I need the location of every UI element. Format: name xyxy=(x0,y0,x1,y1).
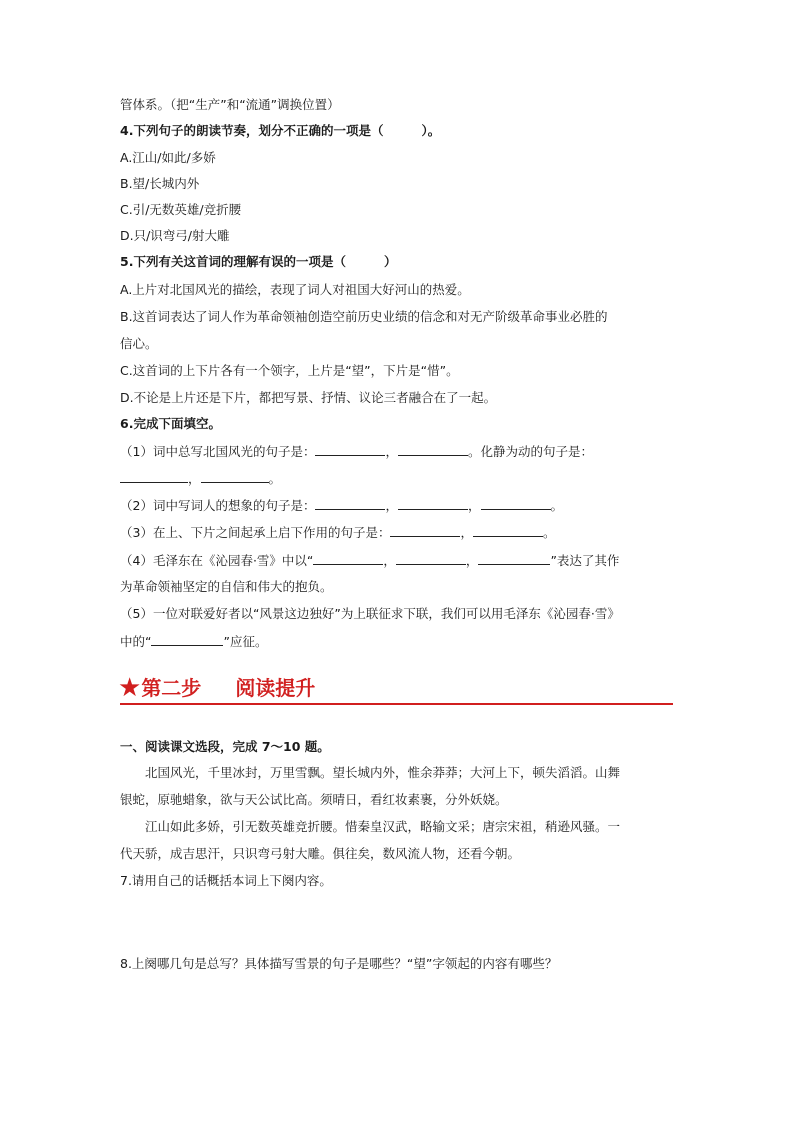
q6-item-5-cont: 中的“ ”应征。 xyxy=(120,634,268,649)
option-4c: C.引/无数英雄/竞折腰 xyxy=(120,202,242,217)
fill-blank[interactable] xyxy=(390,523,460,537)
passage-line: 江山如此多娇，引无数英雄竞折腰。惜秦皇汉武，略输文采；唐宗宋祖，稍逊风骚。一 xyxy=(145,819,621,834)
reading-heading: 一、阅读课文选段，完成 7～10 题。 xyxy=(120,739,330,754)
q6-item-5: （5）一位对联爱好者以“风景这边独好”为上联征求下联，我们可以用毛泽东《沁园春·雪》 xyxy=(120,606,620,621)
option-5d: D.不论是上片还是下片，都把写景、抒情、议论三者融合在了一起。 xyxy=(120,390,497,405)
option-4a: A.江山/如此/多娇 xyxy=(120,150,216,165)
option-5a: A.上片对北国风光的描绘，表现了词人对祖国大好河山的热爱。 xyxy=(120,282,470,297)
fill-blank[interactable] xyxy=(120,469,188,483)
q6-item-3: （3）在上、下片之间起承上启下作用的句子是： ， 。 xyxy=(120,525,556,540)
question-7: 7.请用自己的话概括本词上下阕内容。 xyxy=(120,873,332,888)
fill-blank[interactable] xyxy=(313,551,383,565)
passage-line: 北国风光，千里冰封，万里雪飘。望长城内外，惟余莽莽；大河上下，顿失滔滔。山舞 xyxy=(145,765,621,780)
passage-line: 代天骄，成吉思汗，只识弯弓射大雕。俱往矣，数风流人物，还看今朝。 xyxy=(120,846,521,861)
question-5: 5.下列有关这首词的理解有误的一项是（ ） xyxy=(120,254,397,269)
fill-blank[interactable] xyxy=(396,551,466,565)
section-name: 阅读提升 xyxy=(235,676,316,700)
q6-item-4-cont: 为革命领袖坚定的自信和伟大的抱负。 xyxy=(120,579,333,594)
section-heading xyxy=(118,673,315,703)
fill-blank[interactable] xyxy=(398,496,468,510)
q6-item-1-cont: ， 。 xyxy=(120,469,281,488)
option-5c: C.这首词的上下片各有一个领字，上片是“望”，下片是“惜”。 xyxy=(120,363,459,378)
section-divider xyxy=(120,703,673,705)
question-4: 4.下列句子的朗读节奏，划分不正确的一项是（ ）。 xyxy=(120,123,441,138)
fill-blank[interactable] xyxy=(481,496,551,510)
fill-blank[interactable] xyxy=(315,442,385,456)
fill-blank[interactable] xyxy=(398,442,468,456)
option-5b-line2: 信心。 xyxy=(120,336,158,351)
fill-blank[interactable] xyxy=(151,632,223,646)
star-icon: ★ xyxy=(118,673,142,703)
fill-blank[interactable] xyxy=(478,551,550,565)
q6-item-2: （2）词中写词人的想象的句子是： ， ， 。 xyxy=(120,498,564,513)
q6-item-1: （1）词中总写北国风光的句子是： ， 。化静为动的句子是： xyxy=(120,444,593,459)
passage-line: 银蛇，原驰蜡象，欲与天公试比高。须晴日，看红妆素裹，分外妖娆。 xyxy=(120,792,508,807)
fill-blank[interactable] xyxy=(315,496,385,510)
q6-item-4: （4）毛泽东在《沁园春·雪》中以“ ， ， ”表达了其作 xyxy=(120,553,620,568)
fill-blank[interactable] xyxy=(201,469,269,483)
question-8: 8.上阕哪几句是总写？具体描写雪景的句子是哪些？“望”字领起的内容有哪些？ xyxy=(120,956,558,971)
text-line: 管体系。（把“生产”和“流通”调换位置） xyxy=(120,97,340,112)
option-4b: B.望/长城内外 xyxy=(120,176,200,191)
option-4d: D.只/识弯弓/射大雕 xyxy=(120,228,230,243)
question-6: 6.完成下面填空。 xyxy=(120,416,221,431)
option-5b-line1: B.这首词表达了词人作为革命领袖创造空前历史业绩的信念和对无产阶级革命事业必胜的 xyxy=(120,309,608,324)
fill-blank[interactable] xyxy=(473,523,543,537)
section-number: 第二步 xyxy=(141,676,202,700)
